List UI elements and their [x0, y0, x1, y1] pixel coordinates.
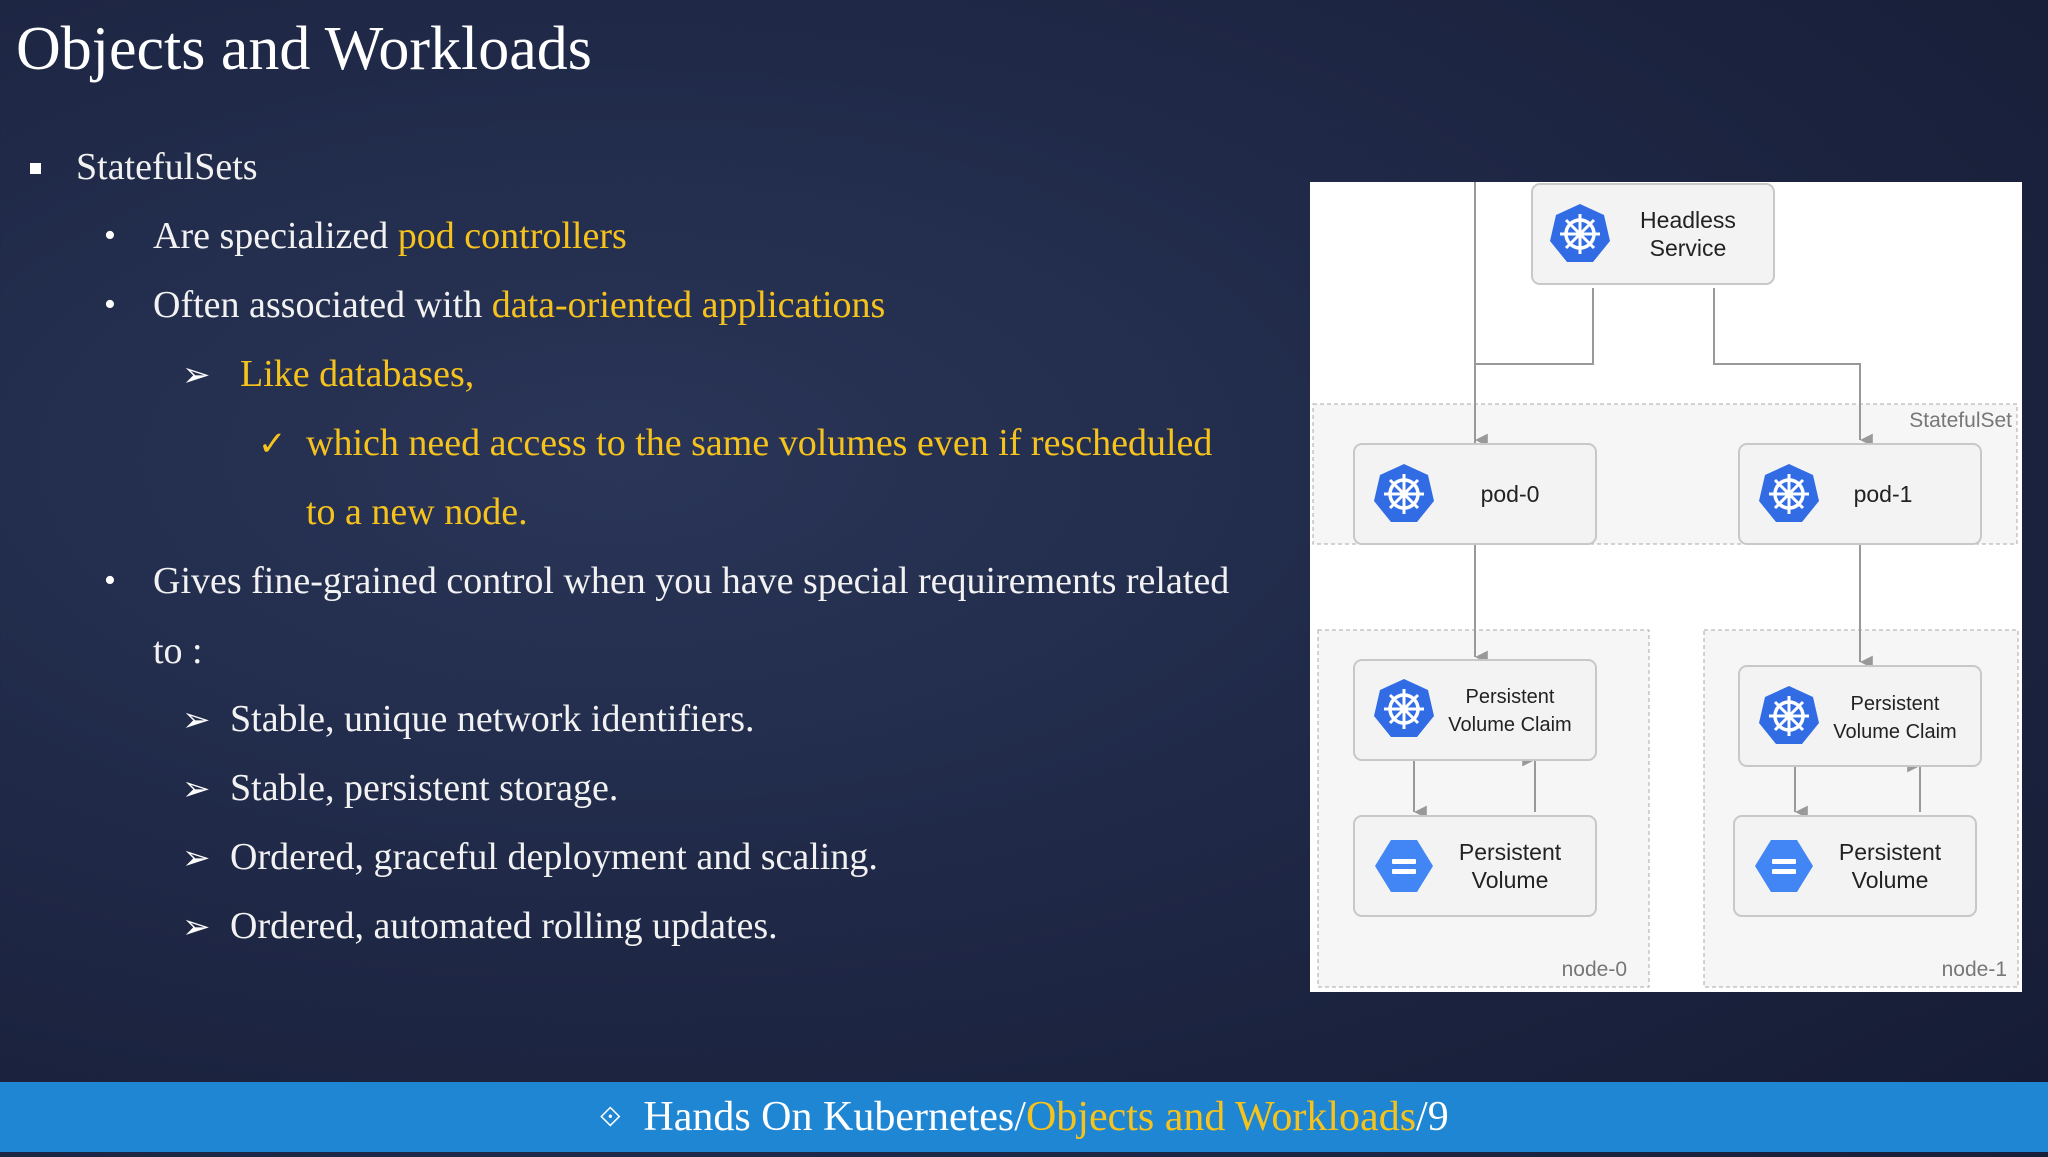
bullet-text: Often associated with — [153, 284, 492, 326]
footer-page: /9 — [1416, 1094, 1449, 1140]
pv-1-box — [1734, 816, 1976, 916]
node-1-label: node-1 — [1941, 958, 2007, 981]
slide-title: Objects and Workloads — [16, 15, 592, 83]
arrow-bullet-icon: ➢ — [182, 909, 211, 946]
footer-course: Hands On Kubernetes/ — [643, 1094, 1026, 1140]
bullet-pod-controllers — [153, 214, 627, 258]
bullet-fine-grained-line1: Gives fine-grained control when you have special requirements related — [153, 560, 1230, 602]
square-bullet-icon — [30, 163, 41, 174]
arrow-bullet-icon: ➢ — [182, 771, 211, 808]
bullet-same-volumes-line2: to a new node. — [306, 491, 528, 533]
pod-0-box — [1354, 444, 1596, 544]
pv-1-label-line2: Volume — [1851, 867, 1929, 893]
check-bullet-icon: ✓ — [258, 426, 287, 463]
dot-bullet-icon: • — [104, 286, 116, 323]
pvc-1-label-line2: Volume Claim — [1833, 721, 1957, 743]
statefulset-label: StatefulSet — [1909, 409, 2012, 432]
pod-1-label: pod-1 — [1853, 481, 1913, 507]
pvc-0-label-line1: Persistent — [1465, 686, 1555, 708]
requirement-item: Ordered, graceful deployment and scaling. — [230, 836, 878, 878]
requirement-item: Stable, unique network identifiers. — [230, 698, 755, 740]
pvc-0-box — [1354, 660, 1596, 760]
bullet-data-oriented — [153, 283, 885, 327]
bullet-fine-grained-line2: to : — [153, 630, 203, 672]
bullet-text: Are specialized — [153, 215, 398, 257]
pv-1-label-line1: Persistent — [1838, 839, 1942, 865]
footer-bar — [0, 1082, 2048, 1152]
pvc-1-box — [1739, 666, 1981, 766]
pvc-0-label-line2: Volume Claim — [1448, 714, 1572, 736]
arrow-bullet-icon: ➢ — [182, 840, 211, 877]
pvc-1-label-line1: Persistent — [1850, 693, 1940, 715]
bullet-statefulsets: StatefulSets — [76, 146, 258, 188]
headless-service-box — [1532, 184, 1774, 284]
node-0-label: node-0 — [1561, 958, 1627, 981]
requirement-item: Ordered, automated rolling updates. — [230, 905, 778, 947]
bullet-same-volumes-line1: which need access to the same volumes even if rescheduled — [306, 422, 1213, 464]
headless-label-line2: Service — [1649, 235, 1727, 261]
highlight-text: data-oriented applications — [491, 284, 886, 326]
highlight-text: pod controllers — [397, 215, 627, 257]
pod-1-box — [1739, 444, 1981, 544]
bullet-like-databases: Like databases, — [240, 353, 475, 395]
pv-0-label-line1: Persistent — [1458, 839, 1562, 865]
pod-0-label: pod-0 — [1480, 481, 1540, 507]
headless-label-line1: Headless — [1640, 207, 1736, 233]
arrow-bullet-icon: ➢ — [182, 357, 211, 394]
pv-0-box — [1354, 816, 1596, 916]
statefulset-diagram — [1310, 182, 2022, 992]
diamond-icon: ⟐ — [599, 1102, 622, 1133]
dot-bullet-icon: • — [104, 562, 116, 599]
arrow-bullet-icon: ➢ — [182, 702, 211, 739]
footer-section: Objects and Workloads — [1025, 1094, 1417, 1140]
pv-0-label-line2: Volume — [1471, 867, 1549, 893]
requirement-item: Stable, persistent storage. — [230, 767, 619, 809]
dot-bullet-icon: • — [104, 217, 116, 254]
